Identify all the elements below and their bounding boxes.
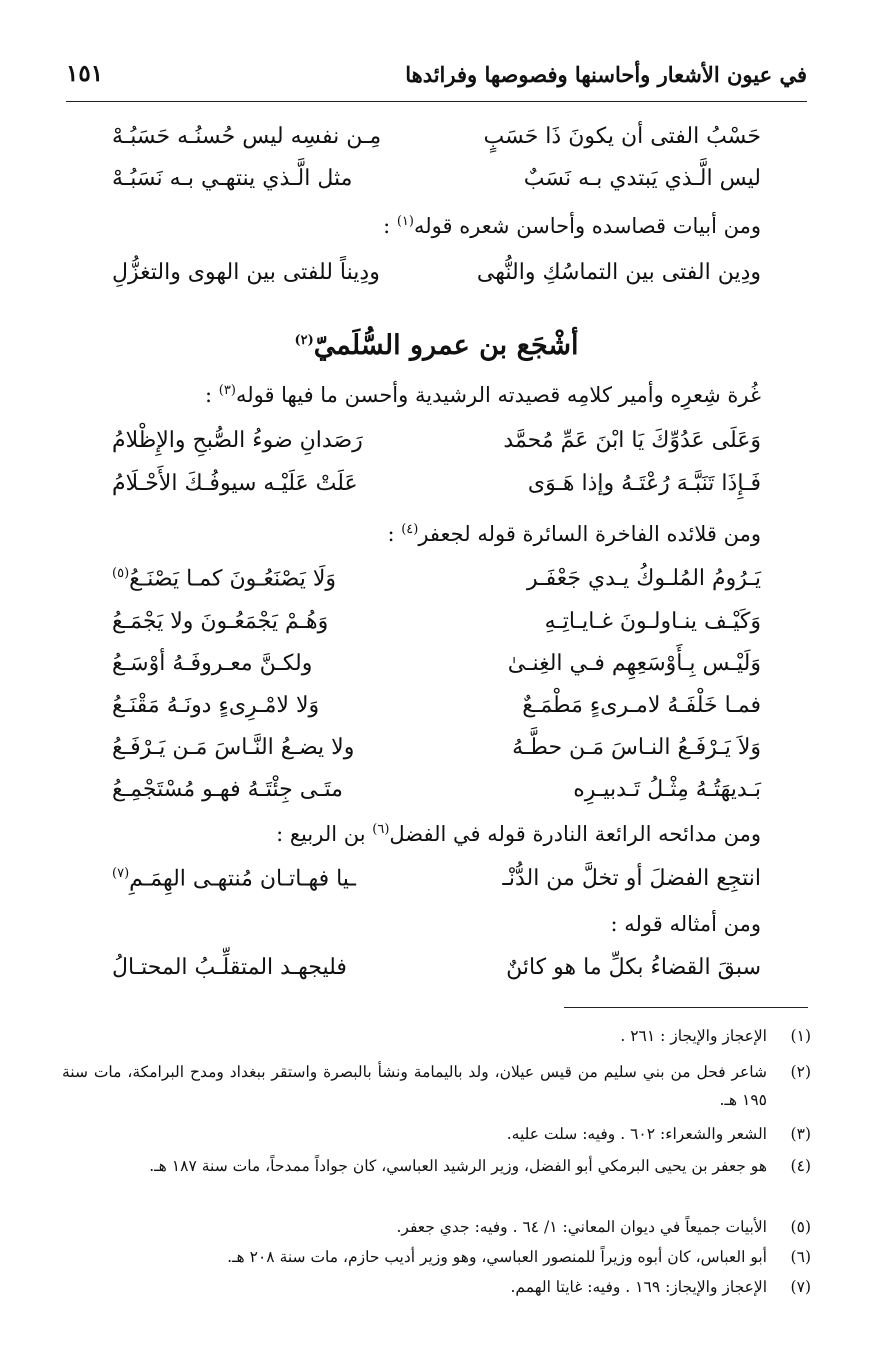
verse-first-hemistich: وَلاَ يَـرْفَـعُ النـاسَ مَـن حطَّـهُ [512, 735, 761, 760]
verse-line [112, 651, 761, 691]
verse-first-hemistich: فمـا خَلْفَـهُ لامـرىءٍ مَطْمَـعٌ [522, 693, 761, 718]
verse-first-hemistich: حَسْبُ الفتى أن يكونَ ذَا حَسَبٍ [483, 124, 761, 149]
section-title-text: أشْجَع بن عمرو السُّلَميّ [313, 330, 579, 361]
verse-second-hemistich: ولا يضـعُ النَّـاسَ مَـن يَـرْفَـعُ [112, 735, 355, 760]
footnote-ref[interactable]: (٢) [294, 333, 314, 348]
intro-paragraph [100, 822, 761, 846]
footnote-ref[interactable]: (٣) [218, 383, 236, 398]
footnote-text: هو جعفر بن يحيى البرمكي أبو الفضل، وزير الرشيد العباسي، كان جواداً ممدحاً، مات سنة ١٨٧ هـ. [149, 1157, 767, 1175]
verse-second-hemistich: عَلَتْ عَلَيْـه سيوفُـكَ الأَحْـلَامُ [112, 471, 358, 496]
verse-second-hemistich [112, 866, 412, 891]
verse-line [112, 124, 761, 164]
footnote-text: أبو العباس، كان أبوه وزيراً للمنصور العباسي، وهو وزير أديب حازم، مات سنة ٢٠٨ هـ. [227, 1248, 767, 1266]
intro-paragraph [100, 383, 761, 407]
footnote-text: شاعر فحل من بني سليم من قيس عيلان، ولد باليمامة ونشأ بالبصرة واستقر ببغداد ومدح البرامكة، مات سنة ١٩٥ هـ. [62, 1063, 767, 1109]
verse-second-hemistich: ودِيناً للفتى بين الهوى والتغزُّلِ [112, 260, 380, 285]
intro-text: ومن قلائده الفاخرة السائرة قوله لجعفر [418, 522, 761, 546]
verse-second-hemistich: مثل الَّـذي ينتهـي بـه نَسَبُـهْ [112, 166, 353, 191]
verse-line [112, 428, 761, 468]
footnote-number: (٧) [790, 1278, 811, 1296]
verse-second-hemistich: وَهُـمْ يَجْمَعُـونَ ولا يَجْمَـعُ [112, 609, 329, 634]
verse-line [112, 866, 761, 906]
footnote-text: الإعجاز والإيجاز : ٢٦١ . [620, 1027, 767, 1045]
intro-punct: : [383, 214, 391, 238]
verse-second-hemistich: رَصَدانِ ضوءُ الصُّبحِ والإِظْلامُ [112, 428, 363, 453]
footnote-number: (١) [790, 1027, 811, 1045]
intro-text: ومن مدائحه الرائعة النادرة قوله في الفضل [389, 822, 761, 846]
verse-line [112, 777, 761, 817]
footnote [62, 1273, 811, 1301]
footnote-number: (٤) [790, 1157, 811, 1175]
footnote-ref[interactable]: (٧) [112, 866, 130, 881]
verse-second-hemistich: وَلا لامْـرِىءٍ دونَـهُ مَقْنَـعُ [112, 693, 320, 718]
footnote [62, 1213, 811, 1241]
footnote [62, 1022, 811, 1050]
verse-first-hemistich: ودِين الفتى بين التماسُكِ والنُّهى [476, 260, 761, 285]
section-title [0, 330, 873, 361]
footnote-number: (٥) [790, 1218, 811, 1236]
footnote-ref[interactable]: (٤) [401, 522, 419, 537]
running-header [66, 58, 807, 102]
verse-line [112, 471, 761, 511]
verse-second-hemistich [112, 566, 412, 591]
verse-first-hemistich: انتجِع الفضلَ أو تخلَّ من الدُّنْـ [502, 866, 761, 891]
verse-second-hemistich: ولكـنَّ معـروفَـهُ أوْسَـعُ [112, 651, 313, 676]
footnote-ref[interactable]: (٥) [112, 566, 130, 581]
hemistich-text: وَلَا يَصْنَعُـونَ كمـا يَصْنَـعُ [129, 566, 337, 592]
footnote-number: (٢) [790, 1063, 811, 1081]
footnote [62, 1152, 811, 1180]
verse-line [112, 955, 761, 995]
verse-first-hemistich: وَلَيْـس بِـأَوْسَعِهِم فـي الغِنـىٰ [507, 651, 761, 676]
verse-first-hemistich: وَعَلَى عَدُوِّكَ يَا ابْنَ عَمِّ مُحمَّد [503, 428, 761, 453]
intro-text: غُرة شِعرِه وأمير كلامِه قصيدته الرشيدية وأحسن ما فيها قوله [235, 383, 761, 407]
footnote [62, 1120, 811, 1148]
intro-paragraph [100, 214, 761, 238]
header-divider [66, 101, 807, 102]
verse-line [112, 166, 761, 206]
verse-first-hemistich: فَـإِذَا تَنَبَّـهَ رُعْتَـهُ وإذا هَـوَى [527, 471, 761, 496]
footnote-ref[interactable]: (١) [396, 214, 414, 229]
footnote-number: (٦) [790, 1248, 811, 1266]
header-title: في عيون الأشعار وأحاسنها وفصوصها وفرائدها [405, 62, 807, 87]
verse-second-hemistich: مِـن نفسِه ليس حُسنُـه حَسَبُـهْ [112, 124, 382, 149]
intro-text: ومن أبيات قصاسده وأحاسن شعره قوله [413, 214, 761, 238]
verse-line [112, 566, 761, 606]
intro-punct: : [387, 522, 395, 546]
verse-second-hemistich: متَـى جِئْتَـهُ فهـو مُسْتَجْمِـعُ [112, 777, 343, 802]
page-number: ١٥١ [66, 60, 104, 87]
verse-line [112, 735, 761, 775]
verse-first-hemistich: وَكَيْـف ينـاولـونَ غـايـاتِـهِ [544, 609, 761, 634]
verse-second-hemistich: فليجهـد المتقلِّـبُ المحتـالُ [112, 955, 347, 980]
verse-line [112, 693, 761, 733]
verse-line [112, 609, 761, 649]
footnote-text: الإعجاز والإيجاز: ١٦٩ . وفيه: غايتا الهمم. [510, 1278, 767, 1296]
verse-line [112, 260, 761, 300]
verse-first-hemistich: بَـديهَتُـهُ مِثْـلُ تَـدبيـرِه [573, 777, 761, 802]
hemistich-text: ـيا فهـاتـان مُنتهـى الهِمَـمِ [129, 866, 356, 892]
verse-first-hemistich: سبقَ القضاءُ بكلِّ ما هو كائنٌ [506, 955, 761, 980]
intro-paragraph [100, 912, 761, 936]
footnote-text: الشعر والشعراء: ٦٠٢ . وفيه: سلت عليه. [506, 1125, 767, 1143]
footnote [62, 1058, 811, 1114]
footnote [62, 1243, 811, 1271]
footnote-divider [564, 1007, 808, 1008]
footnote-ref[interactable]: (٦) [372, 822, 390, 837]
intro-punct: : [205, 383, 213, 407]
verse-first-hemistich: يَـرُومُ المُلـوكُ يـدي جَعْفَـر [527, 566, 761, 591]
footnote-number: (٣) [790, 1125, 811, 1143]
intro-text: ومن أمثاله قوله : [610, 912, 761, 936]
intro-text-end: بن الربيع : [276, 822, 366, 846]
footnote-text: الأبيات جميعاً في ديوان المعاني: ١/ ٦٤ . وفيه: جدي جعفر. [396, 1218, 767, 1236]
intro-paragraph [100, 522, 761, 546]
verse-first-hemistich: ليس الَّـذي يَبتدي بـه نَسَبٌ [523, 166, 761, 191]
